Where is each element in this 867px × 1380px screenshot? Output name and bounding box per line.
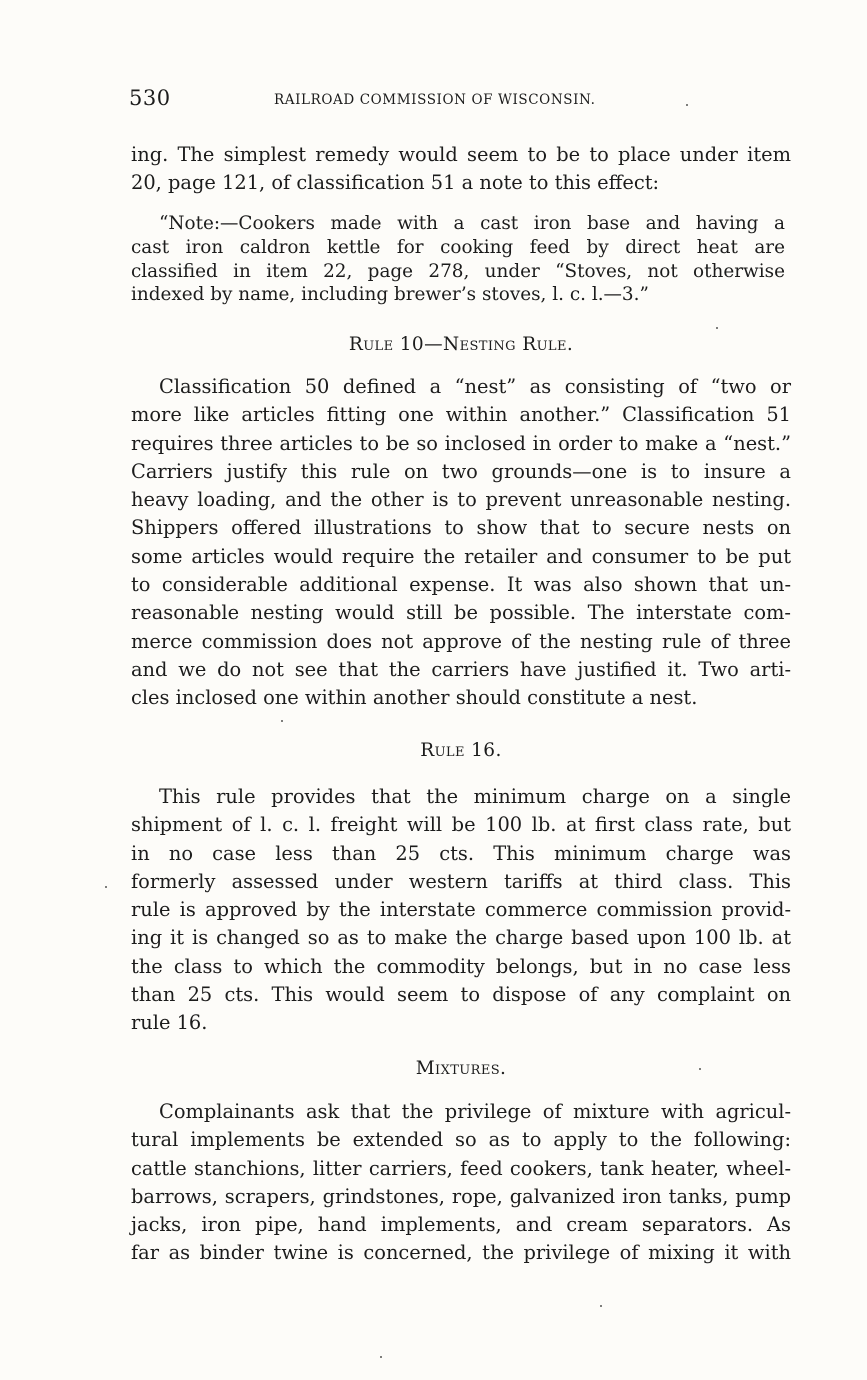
text-line: barrows, scrapers, grindstones, rope, galvanized iron tanks, pump	[131, 1184, 791, 1208]
page-number: 530	[129, 86, 171, 110]
text-line: Carriers justify this rule on two grounds—one is to insure a	[131, 459, 791, 483]
text-line: cast iron caldron kettle for cooking feed by direct heat are	[131, 236, 785, 258]
scan-speck	[600, 1305, 602, 1307]
note-quote	[131, 212, 785, 307]
text-line: cattle stanchions, litter carriers, feed cookers, tank heater, wheel-	[131, 1156, 791, 1180]
text-line: heavy loading, and the other is to prevent unreasonable nesting.	[131, 488, 791, 512]
text-line: shipment of l. c. l. freight will be 100 lb. at first class rate, but	[131, 813, 791, 837]
text-line: ing it is changed so as to make the charge based upon 100 lb. at	[131, 926, 791, 950]
section-heading-rule-16: Rule 16.	[420, 740, 502, 761]
text-line: 20, page 121, of classification 51 a note to this effect:	[131, 171, 660, 195]
intro-paragraph	[131, 141, 791, 198]
text-line: in no case less than 25 cts. This minimum charge was	[131, 841, 791, 865]
text-line: Shippers offered illustrations to show that to secure nests on	[131, 516, 791, 540]
section-heading-mixtures: Mixtures.	[415, 1058, 507, 1079]
scan-speck	[686, 104, 688, 106]
text-line: rule 16.	[131, 1011, 208, 1035]
text-line: reasonable nesting would still be possible. The interstate com-	[131, 601, 791, 625]
scan-speck	[281, 720, 283, 722]
text-line: rule is approved by the interstate commerce commission provid-	[131, 898, 791, 922]
rule-16-paragraph	[131, 783, 791, 1038]
text-line: than 25 cts. This would seem to dispose of any complaint on	[131, 983, 791, 1007]
text-line: “Note:—Cookers made with a cast iron base and having a	[159, 213, 785, 234]
text-line: indexed by name, including brewer’s stoves, l. c. l.—3.”	[131, 284, 649, 306]
text-line: Complainants ask that the privilege of mixture with agricul-	[159, 1100, 791, 1123]
text-line: classified in item 22, page 278, under “Stoves, not otherwise	[131, 260, 785, 282]
text-line: tural implements be extended so as to apply to the following:	[131, 1128, 791, 1152]
section-heading-rule-10: Rule 10—Nesting Rule.	[348, 334, 574, 355]
scan-speck	[380, 1356, 382, 1358]
rule-10-paragraph	[131, 373, 791, 713]
text-line: some articles would require the retailer and consumer to be put	[131, 544, 791, 568]
text-line: to considerable additional expense. It was also shown that un-	[131, 573, 791, 597]
text-line: requires three articles to be so inclosed in order to make a “nest.”	[131, 431, 791, 455]
scan-speck	[699, 1068, 701, 1070]
text-line: and we do not see that the carriers have justified it. Two arti-	[131, 657, 791, 681]
scan-speck	[105, 886, 107, 888]
text-line: far as binder twine is concerned, the privilege of mixing it with	[131, 1241, 791, 1265]
text-line: formerly assessed under western tariffs at third class. This	[131, 869, 791, 893]
text-line: Classification 50 defined a “nest” as consisting of “two or	[159, 375, 791, 398]
text-line: ing. The simplest remedy would seem to be to place under item	[131, 143, 791, 166]
mixtures-paragraph	[131, 1098, 791, 1268]
text-line: jacks, iron pipe, hand implements, and cream separators. As	[131, 1213, 791, 1237]
page-header	[129, 86, 789, 116]
scan-speck	[716, 327, 718, 329]
running-head: RAILROAD COMMISSION OF WISCONSIN.	[274, 92, 596, 108]
text-line: merce commission does not approve of the nesting rule of three	[131, 629, 791, 653]
text-line: This rule provides that the minimum charge on a single	[159, 785, 791, 808]
text-line: cles inclosed one within another should constitute a nest.	[131, 686, 698, 710]
text-line: the class to which the commodity belongs, but in no case less	[131, 954, 791, 978]
text-line: more like articles fitting one within another.” Classification 51	[131, 403, 791, 427]
